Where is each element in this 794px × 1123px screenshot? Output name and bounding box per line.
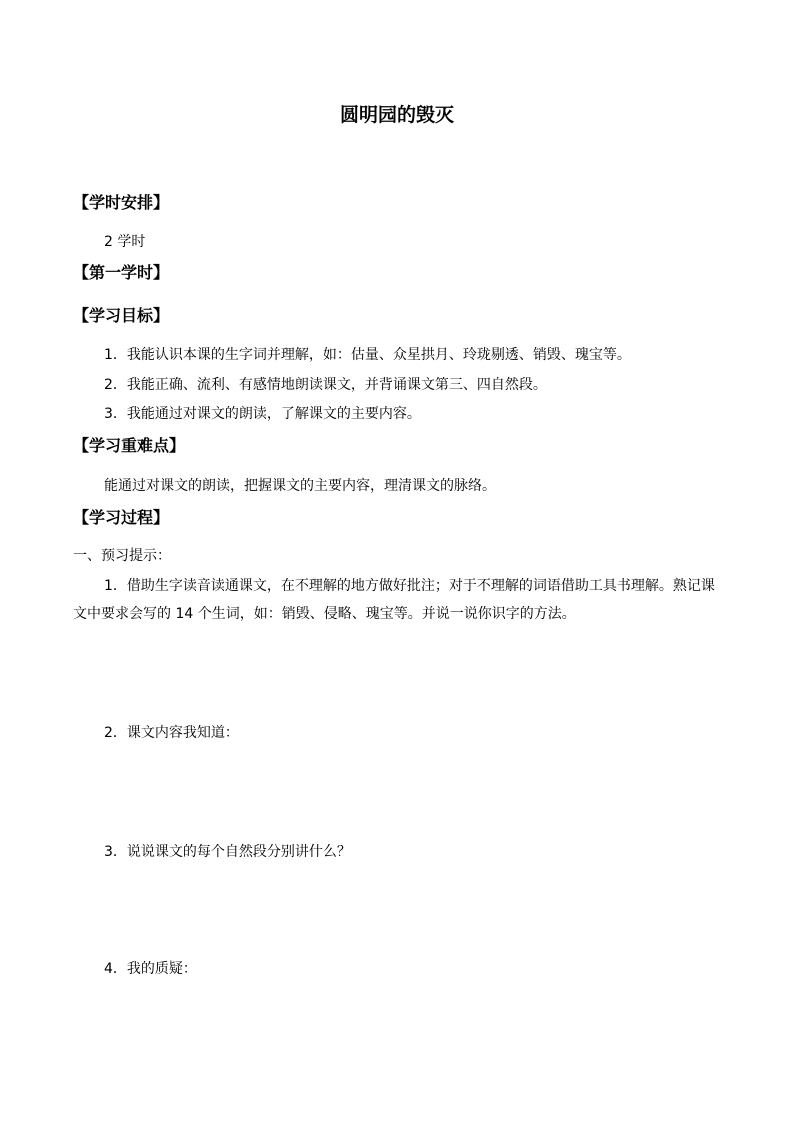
schedule-text: 2 学时: [104, 234, 146, 250]
first-period-heading: 【第一学时】: [73, 263, 170, 282]
process-heading: 【学习过程】: [73, 508, 170, 527]
preview-item-3: 3．说说课文的每个自然段分别讲什么？: [104, 844, 351, 860]
goal-item-1: 1．我能认识本课的生字词并理解，如：估量、众星拱月、玲珑剔透、销毁、瑰宝等。: [104, 347, 631, 363]
key-points-text: 能通过对课文的朗读，把握课文的主要内容，理清课文的脉络。: [104, 478, 496, 494]
preview-item-1: 1．借助生字读音读通课文，在不理解的地方做好批注；对于不理解的词语借助工具书理解。熟记课文中要求会写的 14 个生词，如：销毁、侵略、瑰宝等。并说一说你识字的方法。: [73, 578, 715, 622]
document-title: 圆明园的毁灭: [339, 104, 454, 126]
preview-item-2: 2．课文内容我知道：: [104, 725, 239, 741]
key-points-heading: 【学习重难点】: [73, 436, 186, 455]
schedule-heading: 【学时安排】: [73, 193, 170, 212]
goal-item-3: 3．我能通过对课文的朗读，了解课文的主要内容。: [104, 406, 421, 422]
goal-item-2: 2．我能正确、流利、有感情地朗读课文，并背诵课文第三、四自然段。: [104, 377, 547, 393]
preview-heading: 一、预习提示：: [73, 548, 171, 564]
goals-heading: 【学习目标】: [73, 306, 170, 325]
preview-item-4: 4．我的质疑：: [104, 961, 197, 977]
